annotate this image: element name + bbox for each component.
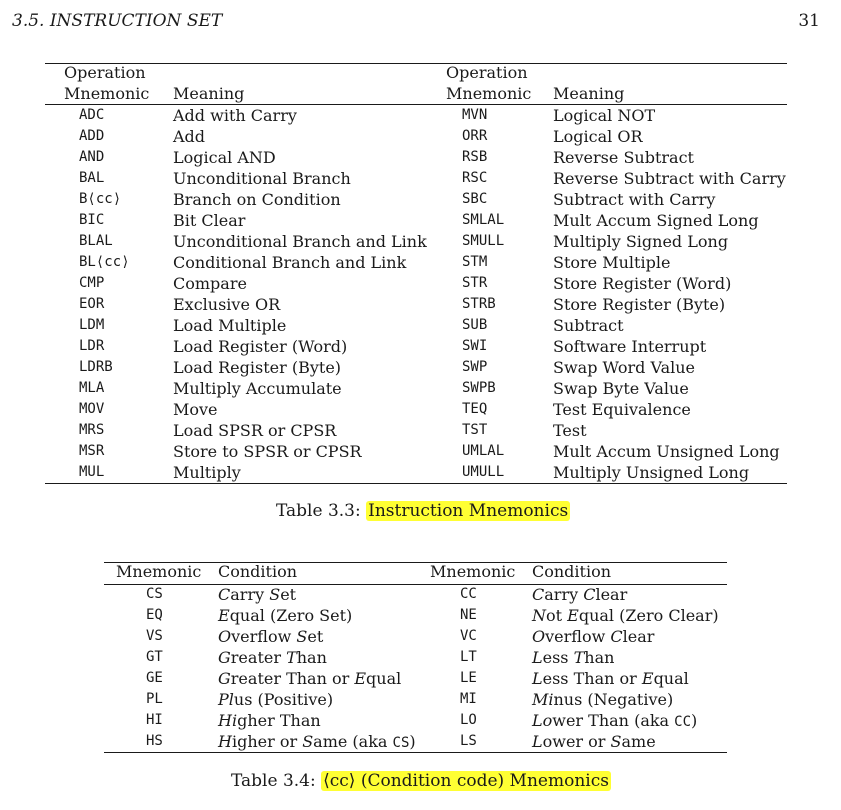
condition-text: ) bbox=[409, 732, 416, 751]
condition-text: Than (aka bbox=[583, 711, 675, 730]
condition-cell bbox=[218, 647, 327, 668]
mnemonic-cell: B⟨cc⟩ bbox=[79, 191, 122, 207]
mnemonic-cell: ADD bbox=[79, 128, 105, 144]
condition-cell bbox=[532, 647, 614, 668]
mnemonic-cell: MLA bbox=[79, 380, 105, 396]
condition-keyword: Clear bbox=[610, 627, 655, 646]
mnemonic-cell: SUB bbox=[462, 317, 488, 333]
mnemonic-cell: MOV bbox=[79, 401, 105, 417]
condition-text: or bbox=[274, 732, 303, 751]
condition-text: (aka bbox=[347, 732, 393, 751]
mnemonic-cell: TST bbox=[462, 422, 488, 438]
mnemonic-cell: BIC bbox=[79, 212, 105, 228]
condition-keyword: Equal bbox=[354, 669, 402, 688]
condition-keyword: Higher bbox=[218, 732, 275, 751]
meaning-cell: Move bbox=[173, 400, 218, 419]
mnemonic-cell: LDR bbox=[79, 338, 105, 354]
meaning-cell: Logical NOT bbox=[553, 106, 656, 125]
condition-keyword: Clear bbox=[583, 585, 628, 604]
mnemonic-cell: EOR bbox=[79, 296, 105, 312]
col-header-operation-left: Operation bbox=[64, 63, 146, 82]
meaning-cell: Conditional Branch and Link bbox=[173, 253, 407, 272]
meaning-cell: Store Register (Byte) bbox=[553, 295, 726, 314]
mnemonic-cell: MUL bbox=[79, 464, 105, 480]
meaning-cell: Unconditional Branch bbox=[173, 169, 351, 188]
section-heading: 3.5. INSTRUCTION SET bbox=[12, 11, 223, 31]
mnemonic-cell: LE bbox=[460, 670, 477, 686]
meaning-cell: Mult Accum Unsigned Long bbox=[553, 442, 780, 461]
condition-cell bbox=[532, 668, 689, 689]
condition-keyword: Not bbox=[532, 606, 563, 625]
mnemonic-cell: LDRB bbox=[79, 359, 113, 375]
condition-text: Than or bbox=[568, 669, 642, 688]
mnemonic-cell: CS bbox=[146, 586, 163, 602]
col-header-operation-right: Operation bbox=[446, 63, 528, 82]
col-header-meaning-left: Meaning bbox=[173, 84, 245, 103]
meaning-cell: Test bbox=[553, 421, 587, 440]
condition-text: (Zero Set) bbox=[264, 606, 353, 625]
meaning-cell: Load Register (Word) bbox=[173, 337, 348, 356]
col-header-mnemonic-left: Mnemonic bbox=[64, 84, 150, 103]
condition-keyword: Equal bbox=[218, 606, 265, 625]
meaning-cell: Multiply Accumulate bbox=[173, 379, 342, 398]
page-number: 31 bbox=[798, 11, 820, 31]
meaning-cell: Logical AND bbox=[173, 148, 276, 167]
condition-keyword: Overflow bbox=[218, 627, 292, 646]
mnemonic-cell: NE bbox=[460, 607, 477, 623]
caption-prefix: Table 3.4: bbox=[231, 771, 322, 791]
mnemonic-cell: HS bbox=[146, 733, 163, 749]
table-caption bbox=[231, 771, 611, 791]
mnemonic-cell: BAL bbox=[79, 170, 105, 186]
mnemonic-cell: UMULL bbox=[462, 464, 505, 480]
condition-keyword: Lower bbox=[532, 711, 584, 730]
mnemonic-cell: SWPB bbox=[462, 380, 496, 396]
meaning-cell: Unconditional Branch and Link bbox=[173, 232, 427, 251]
meaning-cell: Store Register (Word) bbox=[553, 274, 732, 293]
meaning-cell: Multiply bbox=[173, 463, 241, 482]
condition-cell bbox=[218, 668, 401, 689]
meaning-cell: Multiply Unsigned Long bbox=[553, 463, 750, 482]
condition-cell bbox=[532, 584, 627, 605]
mnemonic-cell: HI bbox=[146, 712, 163, 728]
mnemonic-cell: RSB bbox=[462, 149, 488, 165]
mnemonic-cell: BL⟨cc⟩ bbox=[79, 254, 130, 270]
condition-keyword: Higher bbox=[218, 711, 275, 730]
mnemonic-cell: ADC bbox=[79, 107, 105, 123]
condition-keyword: Carry bbox=[532, 585, 579, 604]
meaning-cell: Subtract with Carry bbox=[553, 190, 716, 209]
caption-prefix: Table 3.3: bbox=[276, 501, 367, 521]
caption-title: Instruction Mnemonics bbox=[368, 501, 569, 521]
col-header-mnemonic-right: Mnemonic bbox=[446, 84, 532, 103]
condition-cell bbox=[218, 584, 296, 605]
condition-keyword: Same bbox=[610, 732, 656, 751]
meaning-cell: Compare bbox=[173, 274, 247, 293]
condition-keyword: Equal bbox=[567, 606, 615, 625]
condition-text: (Negative) bbox=[582, 690, 674, 709]
meaning-cell: Store to SPSR or CPSR bbox=[173, 442, 362, 461]
mnemonic-cell: VS bbox=[146, 628, 163, 644]
meaning-cell: Load Register (Byte) bbox=[173, 358, 342, 377]
meaning-cell: Subtract bbox=[553, 316, 624, 335]
condition-keyword: Carry bbox=[218, 585, 265, 604]
mnemonic-cell: MVN bbox=[462, 107, 488, 123]
table-bottom-rule bbox=[45, 483, 787, 484]
mnemonic-cell: SMLAL bbox=[462, 212, 505, 228]
meaning-cell: Reverse Subtract with Carry bbox=[553, 169, 786, 188]
condition-cell bbox=[218, 731, 416, 754]
mnemonic-cell: GE bbox=[146, 670, 163, 686]
mnemonic-cell: TEQ bbox=[462, 401, 488, 417]
condition-keyword: Plus bbox=[218, 690, 253, 709]
condition-text: (Zero Clear) bbox=[614, 606, 719, 625]
table-header-rule bbox=[45, 104, 787, 105]
meaning-cell: Load SPSR or CPSR bbox=[173, 421, 337, 440]
col-header-mnemonic-left: Mnemonic bbox=[116, 562, 202, 581]
mnemonic-cell: STM bbox=[462, 254, 488, 270]
condition-text: or bbox=[583, 732, 611, 751]
mnemonic-cell: SWP bbox=[462, 359, 488, 375]
condition-keyword: Set bbox=[296, 627, 324, 646]
mnemonic-cell: EQ bbox=[146, 607, 163, 623]
condition-keyword: Lower bbox=[532, 732, 584, 751]
condition-cell bbox=[532, 710, 697, 733]
condition-cell bbox=[532, 605, 719, 626]
meaning-cell: Add bbox=[173, 127, 206, 146]
condition-cell bbox=[218, 605, 352, 626]
col-header-condition-left: Condition bbox=[218, 562, 298, 581]
mnemonic-cell: BLAL bbox=[79, 233, 113, 249]
mnemonic-cell: RSC bbox=[462, 170, 488, 186]
col-header-condition-right: Condition bbox=[532, 562, 612, 581]
meaning-cell: Swap Word Value bbox=[553, 358, 696, 377]
mnemonic-cell: CC bbox=[460, 586, 477, 602]
mnemonic-cell: SBC bbox=[462, 191, 488, 207]
condition-keyword: Minus bbox=[532, 690, 583, 709]
meaning-cell: Load Multiple bbox=[173, 316, 287, 335]
table-bottom-rule bbox=[104, 752, 727, 753]
mnemonic-cell: LT bbox=[460, 649, 477, 665]
condition-keyword: Than bbox=[573, 648, 615, 667]
condition-cell bbox=[218, 689, 333, 710]
mnemonic-cell: LDM bbox=[79, 317, 105, 333]
condition-keyword: Less bbox=[532, 669, 569, 688]
mnemonic-cell: ORR bbox=[462, 128, 488, 144]
mnemonic-cell: MRS bbox=[79, 422, 105, 438]
col-header-meaning-right: Meaning bbox=[553, 84, 625, 103]
mnemonic-cell: MSR bbox=[79, 443, 105, 459]
mnemonic-cell: PL bbox=[146, 691, 163, 707]
meaning-cell: Reverse Subtract bbox=[553, 148, 694, 167]
mnemonic-cell: STR bbox=[462, 275, 488, 291]
mnemonic-cell: VC bbox=[460, 628, 477, 644]
mnemonic-cell: SMULL bbox=[462, 233, 505, 249]
condition-keyword: Greater bbox=[218, 669, 281, 688]
condition-alias-code: CS bbox=[392, 735, 410, 751]
condition-keyword: Same bbox=[302, 732, 348, 751]
col-header-mnemonic-right: Mnemonic bbox=[430, 562, 516, 581]
mnemonic-cell: LO bbox=[460, 712, 477, 728]
meaning-cell: Add with Carry bbox=[173, 106, 297, 125]
condition-cell bbox=[532, 689, 673, 710]
mnemonic-cell: CMP bbox=[79, 275, 105, 291]
condition-keyword: Equal bbox=[641, 669, 689, 688]
meaning-cell: Swap Byte Value bbox=[553, 379, 689, 398]
meaning-cell: Logical OR bbox=[553, 127, 643, 146]
meaning-cell: Store Multiple bbox=[553, 253, 671, 272]
condition-alias-code: CC bbox=[674, 714, 692, 730]
mnemonic-cell: MI bbox=[460, 691, 477, 707]
condition-text: Than bbox=[274, 711, 321, 730]
table-top-rule bbox=[45, 63, 787, 64]
meaning-cell: Test Equivalence bbox=[553, 400, 691, 419]
condition-keyword: Overflow bbox=[532, 627, 606, 646]
meaning-cell: Bit Clear bbox=[173, 211, 246, 230]
condition-text: (Positive) bbox=[252, 690, 334, 709]
meaning-cell: Multiply Signed Long bbox=[553, 232, 729, 251]
condition-cell bbox=[532, 731, 656, 752]
meaning-cell: Exclusive OR bbox=[173, 295, 281, 314]
table-caption bbox=[276, 501, 570, 521]
mnemonic-cell: UMLAL bbox=[462, 443, 505, 459]
mnemonic-cell: SWI bbox=[462, 338, 488, 354]
condition-text: ) bbox=[691, 711, 698, 730]
condition-keyword: Greater bbox=[218, 648, 281, 667]
condition-cell bbox=[218, 710, 321, 731]
mnemonic-cell: GT bbox=[146, 649, 163, 665]
caption-title: ⟨cc⟩ (Condition code) Mnemonics bbox=[323, 771, 609, 791]
meaning-cell: Branch on Condition bbox=[173, 190, 341, 209]
condition-cell bbox=[532, 626, 654, 647]
mnemonic-cell: LS bbox=[460, 733, 477, 749]
mnemonic-cell: STRB bbox=[462, 296, 496, 312]
table-header-rule bbox=[104, 584, 727, 585]
condition-keyword: Than bbox=[286, 648, 327, 667]
meaning-cell: Mult Accum Signed Long bbox=[553, 211, 759, 230]
mnemonic-cell: AND bbox=[79, 149, 105, 165]
condition-keyword: Set bbox=[269, 585, 297, 604]
condition-cell bbox=[218, 626, 323, 647]
condition-text: Than or bbox=[280, 669, 355, 688]
condition-keyword: Less bbox=[532, 648, 569, 667]
meaning-cell: Software Interrupt bbox=[553, 337, 707, 356]
